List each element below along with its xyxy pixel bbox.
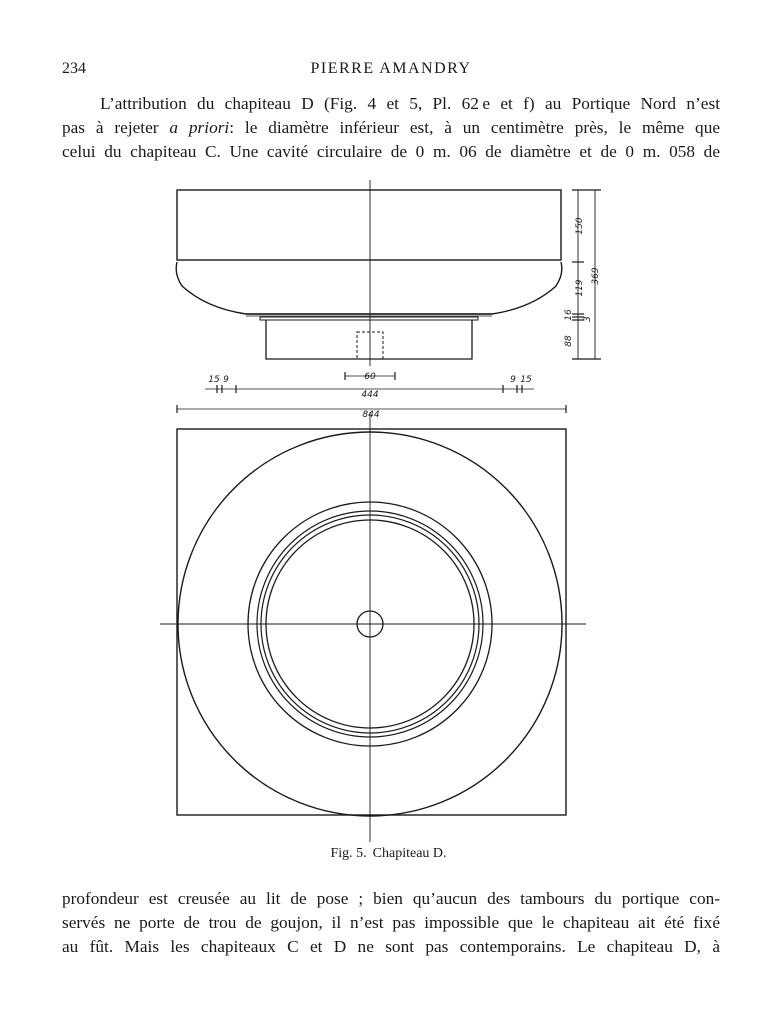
echinus bbox=[176, 262, 562, 314]
paragraph-2 bbox=[62, 887, 720, 959]
paragraph-1-line-2 bbox=[62, 116, 720, 140]
dim-16: 16 bbox=[564, 309, 574, 321]
running-title: PIERRE AMANDRY bbox=[310, 60, 472, 77]
line-2-start: pas à rejeter bbox=[62, 118, 170, 137]
paragraph-1 bbox=[62, 92, 720, 164]
fillet bbox=[260, 317, 478, 320]
abacus bbox=[177, 190, 561, 260]
dim-15-left: 15 bbox=[208, 375, 220, 385]
dim-844: 844 bbox=[362, 410, 380, 420]
figure-chapiteau-d bbox=[150, 176, 630, 846]
caption-title: Chapiteau D. bbox=[372, 846, 447, 861]
dim-150: 150 bbox=[575, 217, 585, 235]
paragraph-2-line-2: servés ne porte de trou de goujon, il n’est pas impossible que le chapiteau ait été fixé bbox=[62, 913, 720, 932]
dim-369: 369 bbox=[591, 267, 601, 285]
dim-60: 60 bbox=[364, 372, 376, 382]
dim-9-left: 9 bbox=[223, 375, 229, 385]
capital-drawing bbox=[150, 176, 630, 846]
dim-9-right: 9 bbox=[510, 375, 516, 385]
paragraph-2-line-3: au fût. Mais les chapiteaux C et D ne sont pas contemporains. Le chapiteau D, à bbox=[62, 937, 720, 956]
paragraph-2-line-1: profondeur est creusée au lit de pose ; bien qu’aucun des tambours du portique con- bbox=[62, 889, 720, 908]
dim-15-right: 15 bbox=[520, 375, 532, 385]
line-2-end: : le diamètre inférieur est, à un centimètre près, le même que bbox=[229, 118, 721, 137]
figure-caption bbox=[0, 846, 777, 862]
dim-444: 444 bbox=[361, 390, 379, 400]
dim-3: 3 bbox=[583, 316, 593, 322]
a-priori-italic: a priori bbox=[169, 118, 230, 137]
necking bbox=[266, 320, 472, 359]
paragraph-1-line-1: L’attribution du chapiteau D (Fig. 4 et 5, Pl. 62 e et f) au Portique Nord n’est bbox=[100, 94, 720, 113]
page-number: 234 bbox=[62, 60, 86, 77]
paragraph-1-line-3: celui du chapiteau C. Une cavité circulaire de 0 m. 06 de diamètre et de 0 m. 058 de bbox=[62, 142, 720, 161]
running-head bbox=[62, 60, 720, 84]
caption-label: Fig. 5. bbox=[330, 846, 367, 861]
dim-119: 119 bbox=[575, 279, 585, 297]
dim-88: 88 bbox=[564, 335, 574, 347]
